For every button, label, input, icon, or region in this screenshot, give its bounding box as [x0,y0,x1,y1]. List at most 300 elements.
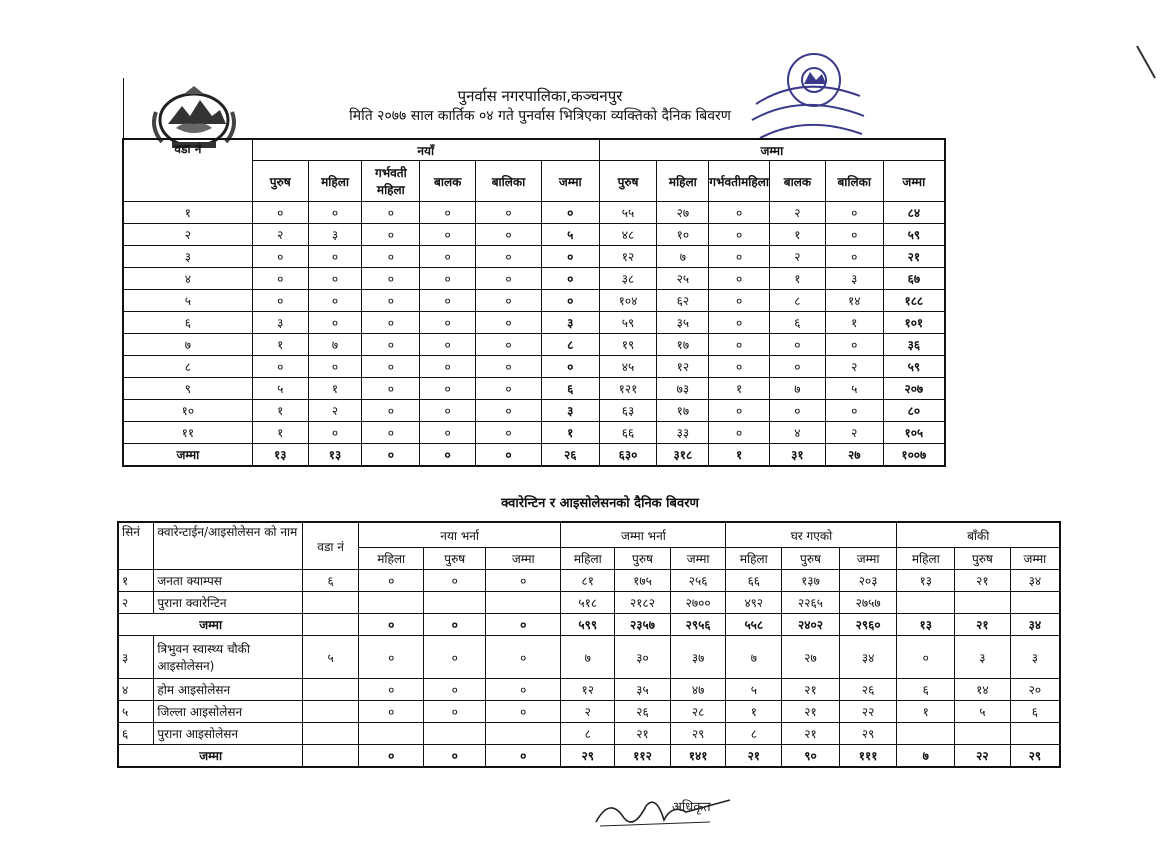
table-cell: ० [486,679,561,701]
table-cell: १२ [561,679,615,701]
table-cell: पुराना आइसोलेसन [154,723,303,745]
table-row [123,202,945,224]
table-cell: जिल्ला आइसोलेसन [154,701,303,723]
table-cell: ० [709,356,770,378]
report-title: मिति २०७७ साल कार्तिक ०४ गते पुनर्वास भित्रिएका व्यक्तिको दैनिक बिवरण [349,108,731,124]
table-row [123,356,945,378]
table-cell: ० [476,378,542,400]
total-cell: ० [358,614,424,636]
table-cell: ५९ [883,356,945,378]
table-cell [897,592,955,614]
total-cell: २४०२ [782,614,840,636]
table-cell: ० [897,636,955,679]
table-cell: ४८ [599,224,657,246]
table-cell: १ [118,570,154,592]
table-cell: २१ [883,246,945,268]
table-cell: ८ [541,334,599,356]
table-cell: ३ [825,268,883,290]
table-cell: ६२ [657,290,709,312]
sn-header: सिनं [118,522,154,570]
table-cell: ३४ [1010,570,1060,592]
table-cell: ० [709,268,770,290]
table-cell: ८१ [561,570,615,592]
total-cell: १ [709,444,770,467]
table-cell: ० [486,570,561,592]
table-row [123,400,945,422]
table-cell: ५९ [599,312,657,334]
col-header: महिला [561,548,615,570]
table-cell: १०४ [599,290,657,312]
table-cell: १४ [825,290,883,312]
table-cell: ४९२ [726,592,782,614]
quarantine-table [117,521,1061,768]
table-cell [955,592,1011,614]
col-header: जम्मा [670,548,726,570]
table-cell [1010,723,1060,745]
table-cell: ० [709,202,770,224]
table-cell: ७ [123,334,252,356]
table-cell: ७३ [657,378,709,400]
table-cell: ३ [118,636,154,679]
table-cell: ० [308,268,362,290]
table-cell [897,723,955,745]
total-cell: ० [424,614,486,636]
table-cell: ५ [955,701,1011,723]
table-cell [358,592,424,614]
group-new-header: नयाँ [252,139,599,161]
table-cell: २९ [670,723,726,745]
table-cell: ३६ [883,334,945,356]
table-cell: ० [709,422,770,444]
table-cell: ० [476,290,542,312]
table-cell: ० [362,290,420,312]
total-cell: १००७ [883,444,945,467]
table-cell: १७ [657,400,709,422]
total-cell: ५५८ [726,614,782,636]
table-cell: ६ [769,312,825,334]
table-row [123,246,945,268]
table-cell: ० [825,334,883,356]
table-cell: २ [561,701,615,723]
table-cell: ० [358,636,424,679]
table-cell: पुराना क्वारेन्टिन [154,592,303,614]
table-cell: ० [420,312,476,334]
table-cell [303,701,359,723]
table-cell: ४ [769,422,825,444]
total-cell: २६ [541,444,599,467]
table-cell: ० [362,312,420,334]
table-cell: ४५ [599,356,657,378]
table-cell: जनता क्याम्पस [154,570,303,592]
total-cell: ० [420,444,476,467]
table-cell: ८ [769,290,825,312]
table-cell: ७ [726,636,782,679]
total-cell: ६३० [599,444,657,467]
total-cell: ० [362,444,420,467]
subtotal-row [118,745,1060,768]
table-cell: ० [362,268,420,290]
total-cell: ९० [782,745,840,768]
table-cell: ३८ [599,268,657,290]
table-cell: ० [308,202,362,224]
total-cell: १३ [897,614,955,636]
total-cell: ३१ [769,444,825,467]
table-cell: ५९ [883,224,945,246]
table-cell: ७ [561,636,615,679]
total-cell: २९६० [839,614,897,636]
table-cell: २ [123,224,252,246]
table-cell: ० [709,312,770,334]
table-cell: ० [362,378,420,400]
total-cell: ० [486,745,561,768]
col-header: गर्भवती महिला [362,161,420,202]
col-header: बालिका [476,161,542,202]
total-cell: २१ [955,614,1011,636]
table-cell: ३५ [657,312,709,334]
table-cell: ० [308,246,362,268]
table-cell: ० [825,400,883,422]
table-cell [303,723,359,745]
table-cell: २ [825,356,883,378]
table-row [123,334,945,356]
table-cell: १७ [657,334,709,356]
table-cell [486,723,561,745]
table-cell: १ [726,701,782,723]
total-cell: २९ [1010,745,1060,768]
col-header: पुरुष [252,161,308,202]
table-cell: ० [709,400,770,422]
table-cell: ३३ [657,422,709,444]
table-cell: ७ [769,378,825,400]
office-title: पुनर्वास नगरपालिका,कञ्चनपुर [457,87,623,105]
group-header: नया भर्ना [358,522,561,548]
table-cell: ० [420,290,476,312]
table-cell: ० [252,356,308,378]
table-cell [424,723,486,745]
table-cell: होम आइसोलेसन [154,679,303,701]
table-cell [1010,592,1060,614]
total-cell: १४१ [670,745,726,768]
table-cell: ० [476,246,542,268]
table-cell: त्रिभुवन स्वास्थ्य चौकी आइसोलेसन) [154,636,303,679]
table-cell: २१ [615,723,671,745]
col-header: पुरुष [955,548,1011,570]
table-cell [303,592,359,614]
table-cell: ० [769,334,825,356]
total-cell: ३१८ [657,444,709,467]
total-cell: १११ [839,745,897,768]
table-row [118,636,1060,679]
total-cell: ३४ [1010,614,1060,636]
col-header: पुरुष [782,548,840,570]
table-cell: ० [362,224,420,246]
col-header: जम्मा [541,161,599,202]
table-cell: ० [420,422,476,444]
table-cell: ५१८ [561,592,615,614]
table-cell: ० [486,636,561,679]
col-header: महिला [726,548,782,570]
total-cell: २९५६ [670,614,726,636]
table-cell: ३ [308,224,362,246]
col-header: महिला [657,161,709,202]
total-cell: ० [358,745,424,768]
table-cell: ० [420,224,476,246]
table-cell: ० [541,356,599,378]
table-cell: ५ [252,378,308,400]
table-cell: ० [420,202,476,224]
table-cell: ० [486,701,561,723]
table-cell: २ [825,422,883,444]
table-cell: ० [825,246,883,268]
col-header: गर्भवतीमहिला [709,161,770,202]
table-cell: ६ [541,378,599,400]
table-cell: १३ [897,570,955,592]
table-cell: ० [420,334,476,356]
table-cell: ७ [657,246,709,268]
margin-line [123,78,124,140]
table-cell: ८ [726,723,782,745]
col-header: जम्मा [486,548,561,570]
table-cell: ० [476,334,542,356]
table-cell: ० [308,422,362,444]
table-cell: ० [362,400,420,422]
table-cell: ३ [955,636,1011,679]
table-cell: ३ [541,400,599,422]
name-header: क्वारेन्टाईन/आइसोलेसन को नाम [154,522,303,570]
col-header: महिला [897,548,955,570]
table-cell: २० [1010,679,1060,701]
document-header [290,86,790,126]
table-cell: ११ [123,422,252,444]
table-cell: ० [362,422,420,444]
table-cell: ० [825,202,883,224]
table-row [118,701,1060,723]
table-cell: ० [424,701,486,723]
ward-rows [123,202,945,467]
table-cell: १२ [599,246,657,268]
table-cell [424,592,486,614]
col-header: महिला [308,161,362,202]
total-cell: १३ [308,444,362,467]
pen-mark-icon [1135,44,1157,80]
table-cell [486,592,561,614]
table-cell: ६ [123,312,252,334]
table-row [123,422,945,444]
table-cell: ३ [1010,636,1060,679]
table-cell: ० [825,224,883,246]
table-cell: ४ [118,679,154,701]
signature-title: अधिकृत [672,800,711,815]
table-cell: १ [252,422,308,444]
table-cell: ६ [303,570,359,592]
table-row [118,723,1060,745]
table-row [118,592,1060,614]
signature-icon [590,792,750,832]
table-cell: १० [123,400,252,422]
total-cell: २७ [825,444,883,467]
table-cell: ५ [541,224,599,246]
table-cell: ३ [541,312,599,334]
table-cell: १ [252,400,308,422]
table-cell: ० [420,246,476,268]
table-cell: ० [252,246,308,268]
table-cell: ० [362,356,420,378]
col-header: बालक [769,161,825,202]
table-cell: ० [769,356,825,378]
table-cell: ० [476,202,542,224]
table-cell [955,723,1011,745]
table-cell: १ [769,224,825,246]
table-cell: ० [420,356,476,378]
table-cell: १७५ [615,570,671,592]
table-cell: ३ [123,246,252,268]
col-header: पुरुष [615,548,671,570]
subtotal-row [118,614,1060,636]
table-cell: २०३ [839,570,897,592]
ward-header: वडा नं [123,139,252,202]
table-cell: ० [541,268,599,290]
table-cell: २८ [670,701,726,723]
table-cell: २६ [615,701,671,723]
table-cell: १ [825,312,883,334]
col-header: जम्मा [1010,548,1060,570]
quarantine-section-title: क्वारेन्टिन र आइसोलेसनको दैनिक बिवरण [501,496,699,511]
col-header: जम्मा [883,161,945,202]
table-row [118,570,1060,592]
table-cell: ० [476,312,542,334]
table-cell: ० [420,378,476,400]
table-cell: ० [476,356,542,378]
table-cell: २५ [657,268,709,290]
table-cell: ० [476,422,542,444]
table-cell: १२ [657,356,709,378]
table-cell: ० [476,400,542,422]
total-cell: ११२ [615,745,671,768]
table-cell: ० [308,290,362,312]
table-cell: २०७ [883,378,945,400]
table-cell: ६३ [599,400,657,422]
table-cell: ० [308,356,362,378]
table-cell: ० [308,312,362,334]
table-cell: १९ [599,334,657,356]
table-cell: १३७ [782,570,840,592]
table-cell: २२६५ [782,592,840,614]
table-cell: ० [424,570,486,592]
table-cell: १ [897,701,955,723]
table-cell: ६ [1010,701,1060,723]
total-cell: ५९९ [561,614,615,636]
table-cell: ५ [726,679,782,701]
table-cell: ८४ [883,202,945,224]
table-row [123,290,945,312]
table-cell: ६ [897,679,955,701]
table-cell: २७ [657,202,709,224]
table-cell: २१ [955,570,1011,592]
total-cell: ० [486,614,561,636]
table-cell: ० [709,334,770,356]
table-cell [303,679,359,701]
table-cell: ३७ [670,636,726,679]
table-cell: १०१ [883,312,945,334]
table-cell: ३० [615,636,671,679]
table-cell: ० [424,636,486,679]
table-cell: ५ [123,290,252,312]
table-cell: २६ [839,679,897,701]
table-cell: ० [541,290,599,312]
table-cell: ० [476,224,542,246]
table-row [118,679,1060,701]
table-cell: २ [769,246,825,268]
table-cell: १२१ [599,378,657,400]
table-cell: १ [252,334,308,356]
table-cell: ० [252,290,308,312]
table-cell: ४ [123,268,252,290]
group-header: जम्मा भर्ना [561,522,726,548]
table-cell: १ [308,378,362,400]
table-cell: ० [358,570,424,592]
col-header: बालिका [825,161,883,202]
total-cell: जम्मा [118,614,303,636]
table-cell: ५५ [599,202,657,224]
table-cell: २९ [839,723,897,745]
total-row [123,444,945,467]
table-cell: ० [252,202,308,224]
table-cell: २१ [782,679,840,701]
group-header: घर गएको [726,522,897,548]
table-cell: ६ [118,723,154,745]
col-header: पुरुष [599,161,657,202]
table-cell: ० [709,224,770,246]
table-cell: ० [358,701,424,723]
table-cell: ३४ [839,636,897,679]
col-header: पुरुष [424,548,486,570]
table-cell: २७ [782,636,840,679]
table-cell: ० [769,400,825,422]
table-cell: ० [424,679,486,701]
table-cell: ६६ [726,570,782,592]
table-row [123,268,945,290]
col-header: जम्मा [839,548,897,570]
table-cell: २ [769,202,825,224]
table-cell: २ [308,400,362,422]
table-cell: ० [709,290,770,312]
total-cell: ० [424,745,486,768]
table-cell: ९ [123,378,252,400]
table-cell: ८० [883,400,945,422]
table-cell: १ [123,202,252,224]
table-cell [358,723,424,745]
table-cell: ० [420,400,476,422]
table-cell: २१ [782,701,840,723]
ward-report-table [122,138,946,467]
table-cell: ० [420,268,476,290]
table-cell: ८ [123,356,252,378]
table-cell: २ [118,592,154,614]
table-cell: १० [657,224,709,246]
table-cell: ६७ [883,268,945,290]
table-cell: २२ [839,701,897,723]
table-cell: २ [252,224,308,246]
table-cell: ० [362,246,420,268]
table-cell: ३ [252,312,308,334]
total-cell: जम्मा [123,444,252,467]
table-cell: ० [541,202,599,224]
total-cell: २२ [955,745,1011,768]
table-cell: ३५ [615,679,671,701]
total-cell: २३५७ [615,614,671,636]
col-header: बालक [420,161,476,202]
total-cell: २९ [561,745,615,768]
